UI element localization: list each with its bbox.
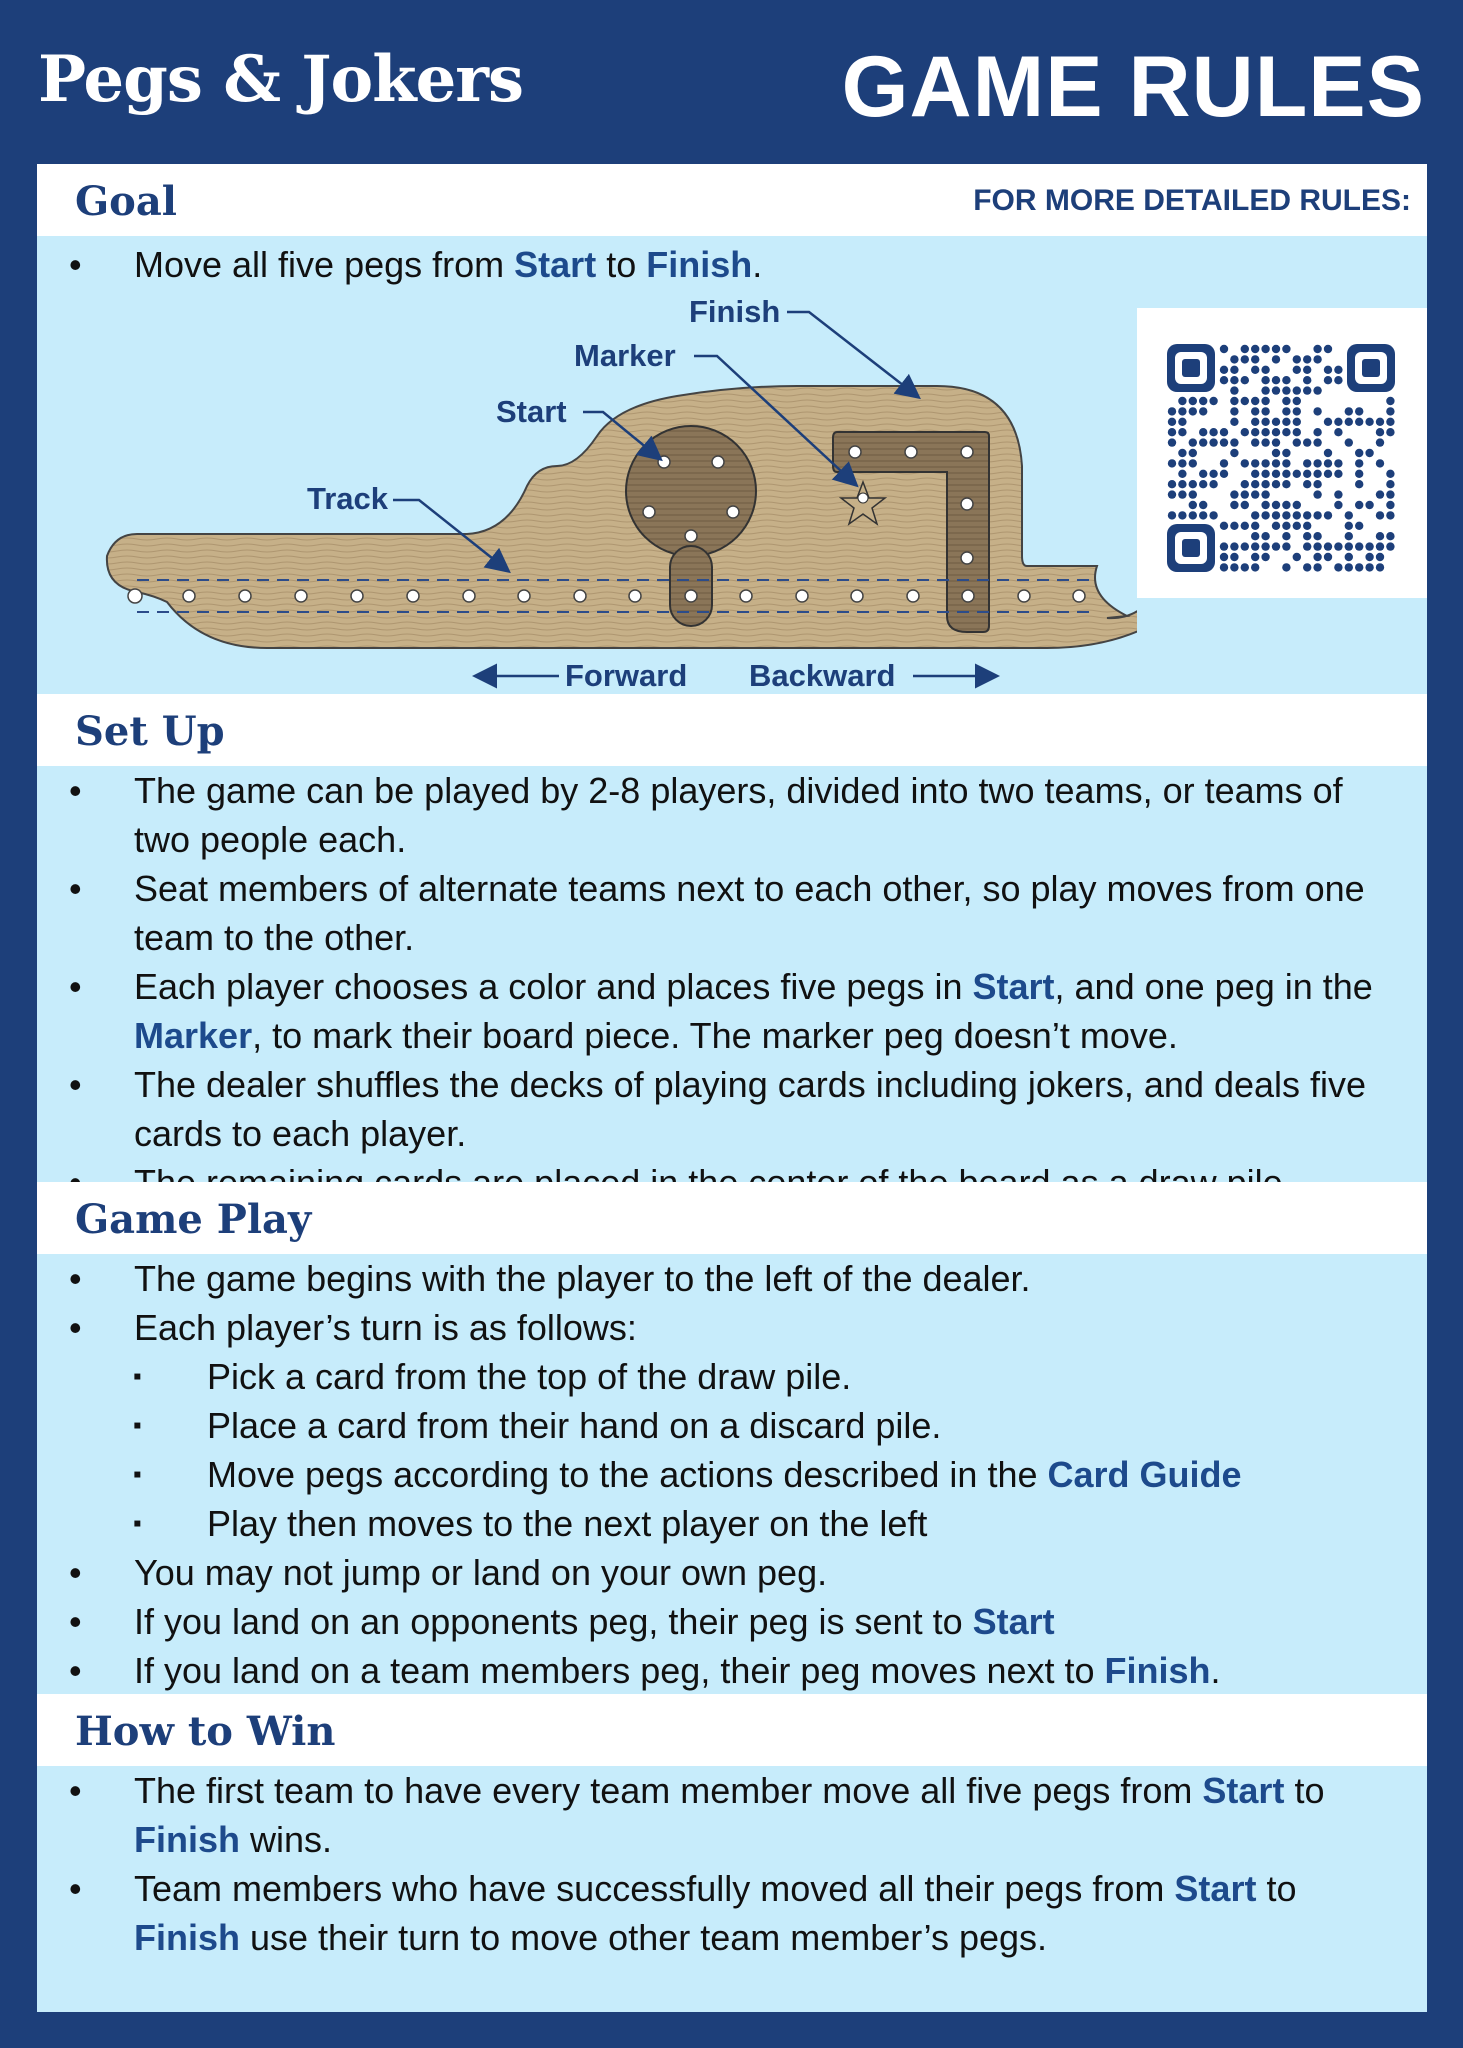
setup-body [37,766,1427,1182]
qr-code[interactable] [1137,308,1427,598]
goal-title: Goal [75,178,177,225]
label-track: Track [307,481,389,516]
sub-list-item: ▪ Move pegs according to the actions described in the Card Guide [37,1450,1427,1499]
list-item: • Each player chooses a color and places five pegs in Start, and one peg in the Marker, to mark their board piece. The marker peg doesn’t move. [37,962,1427,1060]
sub-list-item: ▪ Place a card from their hand on a discard pile. [37,1401,1427,1450]
win-title: How to Win [75,1708,336,1755]
label-start: Start [496,394,567,429]
list-item: • If you land on an opponents peg, their peg is sent to Start [37,1597,1427,1646]
board-diagram [37,236,1137,694]
setup-list [37,766,1427,1207]
label-finish: Finish [689,294,781,329]
list-item: • The first team to have every team member move all five pegs from Start to Finish wins. [37,1766,1427,1864]
sub-list-item: ▪ Play then moves to the next player on the left [37,1499,1427,1548]
label-backward: Backward [749,658,896,693]
more-rules-label: FOR MORE DETAILED RULES: [973,184,1411,217]
list-item: • If you land on a team members peg, their peg moves next to Finish. [37,1646,1427,1695]
win-body [37,1766,1427,2012]
list-item: • Each player’s turn is as follows: [37,1303,1427,1352]
list-item: • Seat members of alternate teams next to each other, so play moves from one team to the other. [37,864,1427,962]
label-forward: Forward [565,658,688,693]
page-title: GAME RULES [841,39,1425,135]
list-item: • Move all five pegs from Start to Finish. [37,240,1427,289]
qr-icon [1167,344,1395,572]
goal-body [37,236,1427,694]
gameplay-body [37,1254,1427,1694]
gameplay-list [37,1254,1427,1695]
list-item: • Team members who have successfully moved all their pegs from Start to Finish use their turn to move other team member’s pegs. [37,1864,1427,1962]
setup-header [37,694,1427,766]
list-item: • You may not jump or land on your own peg. [37,1548,1427,1597]
brand-title: Pegs & Jokers [38,42,524,117]
list-item: • The game begins with the player to the left of the dealer. [37,1254,1427,1303]
setup-title: Set Up [75,708,225,755]
gameplay-title: Game Play [75,1196,312,1243]
goal-header [37,164,1427,236]
win-header [37,1694,1427,1766]
label-marker: Marker [574,338,676,373]
gameplay-header [37,1182,1427,1254]
sub-list-item: ▪ Pick a card from the top of the draw pile. [37,1352,1427,1401]
rules-panel [37,164,1427,2012]
list-item: • The game can be played by 2-8 players, divided into two teams, or teams of two people each. [37,766,1427,864]
list-item: • The dealer shuffles the decks of playing cards including jokers, and deals five cards to each player. [37,1060,1427,1158]
win-list [37,1766,1427,1962]
